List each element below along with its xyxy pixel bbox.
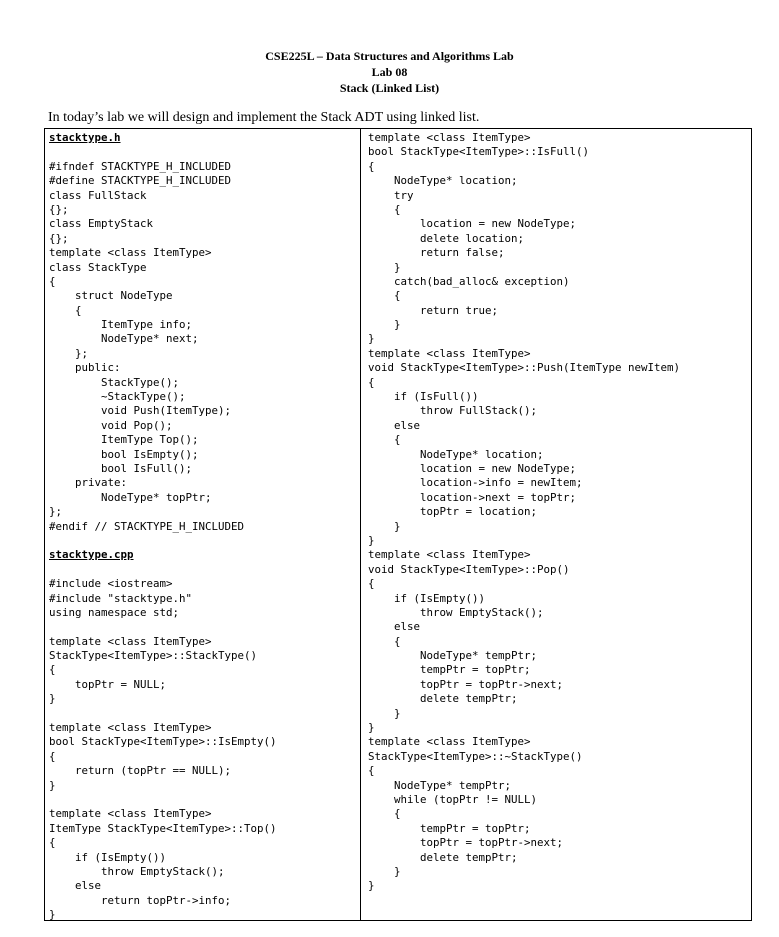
code-line: StackType<ItemType>::~StackType() xyxy=(368,749,583,763)
code-line: } xyxy=(368,318,401,332)
code-line: return (topPtr == NULL); xyxy=(49,764,232,778)
code-line: catch(bad_alloc& exception) xyxy=(368,274,570,288)
code-line: template <class ItemType> xyxy=(49,634,212,648)
code-line: topPtr = NULL; xyxy=(49,677,167,691)
code-line: void StackType<ItemType>::Push(ItemType newItem) xyxy=(368,361,681,375)
code-line: location->info = newItem; xyxy=(368,476,583,490)
code-line: } xyxy=(49,908,56,922)
code-line: NodeType* tempPtr; xyxy=(368,649,538,663)
code-line: class FullStack xyxy=(49,188,147,202)
code-line: bool StackType<ItemType>::IsEmpty() xyxy=(49,735,277,749)
code-line: } xyxy=(368,332,375,346)
code-line: if (IsEmpty()) xyxy=(49,850,167,864)
code-line: template <class ItemType> xyxy=(368,548,531,562)
code-line xyxy=(49,620,359,634)
document-header xyxy=(0,48,779,96)
code-line: void Push(ItemType); xyxy=(49,404,232,418)
code-line: StackType<ItemType>::StackType() xyxy=(49,649,258,663)
code-line: while (topPtr != NULL) xyxy=(368,792,538,806)
code-line: return false; xyxy=(368,246,505,260)
code-line: { xyxy=(368,375,375,389)
code-line: ItemType StackType<ItemType>::Top() xyxy=(49,821,277,835)
code-line: else xyxy=(49,879,102,893)
code-line: { xyxy=(49,749,56,763)
code-line: } xyxy=(368,533,375,547)
code-line: template <class ItemType> xyxy=(368,346,531,360)
code-line: #define STACKTYPE_H_INCLUDED xyxy=(49,174,232,188)
code-line: else xyxy=(368,418,421,432)
code-line: #include <iostream> xyxy=(49,577,173,591)
code-line: ItemType Top(); xyxy=(49,433,199,447)
code-line: } xyxy=(49,692,56,706)
code-line: location = new NodeType; xyxy=(368,217,577,231)
code-line: { xyxy=(368,807,401,821)
code-line: throw EmptyStack(); xyxy=(368,605,544,619)
code-line xyxy=(49,534,359,548)
lab-topic: Stack (Linked List) xyxy=(339,81,440,95)
code-line: private: xyxy=(49,476,128,490)
code-line: topPtr = topPtr->next; xyxy=(368,677,564,691)
code-line: bool IsFull(); xyxy=(49,461,193,475)
code-line: #include "stacktype.h" xyxy=(49,591,193,605)
code-line: return topPtr->info; xyxy=(49,893,232,907)
code-line: NodeType* next; xyxy=(49,332,199,346)
code-line: { xyxy=(368,764,375,778)
code-line: else xyxy=(368,620,421,634)
code-line: } xyxy=(368,706,401,720)
code-line: { xyxy=(49,303,82,317)
code-line: { xyxy=(49,663,56,677)
code-line: NodeType* topPtr; xyxy=(49,490,212,504)
file-name-heading: stacktype.h xyxy=(49,131,121,144)
code-table xyxy=(44,128,752,921)
right-code-column xyxy=(368,131,748,894)
code-line xyxy=(49,793,359,807)
code-line: {}; xyxy=(49,231,69,245)
code-line: template <class ItemType> xyxy=(368,735,531,749)
code-line: location->next = topPtr; xyxy=(368,490,577,504)
code-line: NodeType* location; xyxy=(368,174,518,188)
code-line: {}; xyxy=(49,202,69,216)
code-line: using namespace std; xyxy=(49,605,180,619)
code-line: { xyxy=(49,274,56,288)
code-line: { xyxy=(368,159,375,173)
code-line: void Pop(); xyxy=(49,418,173,432)
code-line: }; xyxy=(49,346,89,360)
code-line: #ifndef STACKTYPE_H_INCLUDED xyxy=(49,159,232,173)
code-line: tempPtr = topPtr; xyxy=(368,663,531,677)
code-line: } xyxy=(368,864,401,878)
code-line: if (IsEmpty()) xyxy=(368,591,486,605)
code-line xyxy=(49,707,359,721)
code-line: throw FullStack(); xyxy=(368,404,538,418)
code-line: } xyxy=(49,778,56,792)
code-line: class StackType xyxy=(49,260,147,274)
code-line: NodeType* location; xyxy=(368,447,544,461)
code-line: template <class ItemType> xyxy=(49,246,212,260)
code-line: topPtr = location; xyxy=(368,505,538,519)
code-line: } xyxy=(368,721,375,735)
code-line: ItemType info; xyxy=(49,318,193,332)
code-line: if (IsFull()) xyxy=(368,390,479,404)
code-line: delete location; xyxy=(368,231,525,245)
code-line: { xyxy=(49,836,56,850)
code-line: try xyxy=(368,188,414,202)
code-line: tempPtr = topPtr; xyxy=(368,821,531,835)
code-line: } xyxy=(368,879,375,893)
code-line: { xyxy=(368,577,375,591)
course-title: CSE225L – Data Structures and Algorithms Lab xyxy=(265,49,514,63)
code-line: struct NodeType xyxy=(49,289,173,303)
code-line: #endif // STACKTYPE_H_INCLUDED xyxy=(49,519,245,533)
code-line xyxy=(49,563,359,577)
code-line: delete tempPtr; xyxy=(368,850,518,864)
code-line: throw EmptyStack(); xyxy=(49,864,225,878)
code-line: delete tempPtr; xyxy=(368,692,518,706)
code-line: class EmptyStack xyxy=(49,217,154,231)
code-line: bool StackType<ItemType>::IsFull() xyxy=(368,145,590,159)
code-line xyxy=(49,145,359,159)
code-line: bool IsEmpty(); xyxy=(49,447,199,461)
code-line: topPtr = topPtr->next; xyxy=(368,836,564,850)
code-line: }; xyxy=(49,505,63,519)
code-line: location = new NodeType; xyxy=(368,461,577,475)
code-line: } xyxy=(368,519,401,533)
code-line: { xyxy=(368,289,401,303)
code-line: { xyxy=(368,634,401,648)
file-name-heading: stacktype.cpp xyxy=(49,548,134,562)
lab-number: Lab 08 xyxy=(371,65,408,79)
code-line: return true; xyxy=(368,303,499,317)
code-line: } xyxy=(368,260,401,274)
code-line: template <class ItemType> xyxy=(49,807,212,821)
column-divider xyxy=(360,129,361,920)
code-line: ~StackType(); xyxy=(49,390,186,404)
code-line: { xyxy=(368,433,401,447)
left-code-column xyxy=(49,131,359,922)
code-line: public: xyxy=(49,361,121,375)
code-line: template <class ItemType> xyxy=(49,721,212,735)
intro-text: In today’s lab we will design and implement the Stack ADT using linked list. xyxy=(48,110,480,125)
code-line: template <class ItemType> xyxy=(368,131,531,144)
code-line: NodeType* tempPtr; xyxy=(368,778,512,792)
code-line: void StackType<ItemType>::Pop() xyxy=(368,562,570,576)
code-line: StackType(); xyxy=(49,375,180,389)
code-line: { xyxy=(368,202,401,216)
